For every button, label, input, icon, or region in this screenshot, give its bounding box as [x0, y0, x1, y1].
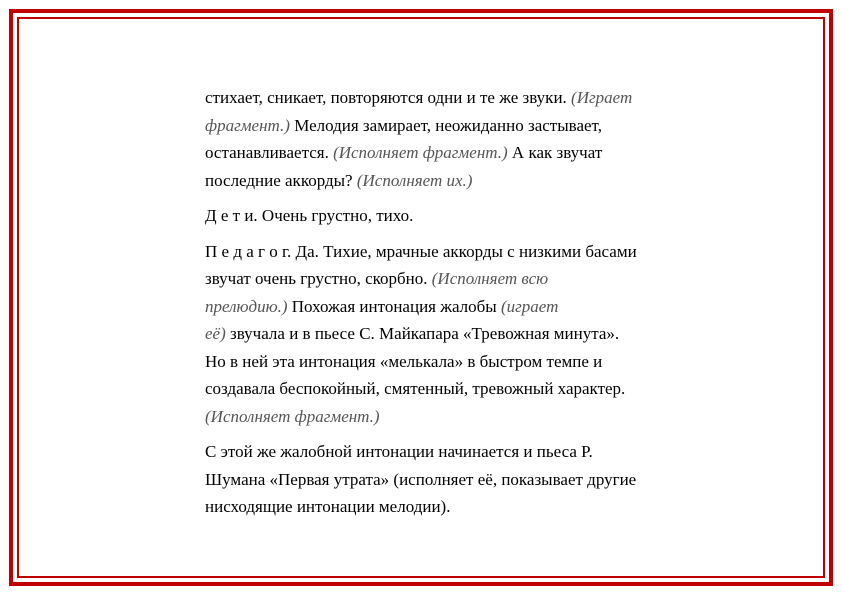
text-run: последние аккорды? [205, 170, 357, 190]
text-line [205, 403, 725, 431]
text-run: Но в ней эта интонация «мелькала» в быстром темпе и [205, 351, 603, 371]
text-run: создавала беспокойный, смятенный, тревожный характер. [205, 379, 626, 398]
stage-direction: (Играет [571, 88, 633, 107]
text-line [205, 466, 725, 494]
text-line [205, 139, 725, 167]
paragraph [205, 238, 725, 431]
stage-direction: (Исполняет их.) [356, 170, 473, 190]
paragraph [205, 84, 725, 194]
text-line [205, 348, 725, 376]
text-line [205, 84, 725, 112]
text-run: звучала и в пьесе С. Майкапара «Тревожная минута». [225, 324, 620, 343]
stage-direction: её) [205, 324, 226, 343]
text-line [205, 320, 725, 348]
stage-direction: прелюдию.) [205, 296, 288, 316]
text-run: нисходящие интонации мелодии). [205, 497, 451, 516]
stage-direction: (Исполняет фрагмент.) [205, 406, 380, 426]
text-line [205, 293, 725, 321]
body-text [205, 84, 725, 529]
text-line [205, 202, 725, 230]
text-line [205, 167, 725, 195]
text-run: С этой же жалобной интонации начинается и пьеса Р. [205, 442, 593, 461]
text-run: П е д а г о г. Да. Тихие, мрачные аккорды с низкими басами [205, 241, 637, 261]
stage-direction: (играет [500, 296, 559, 316]
text-run: стихает, сникает, повторяются одни и те же звуки. [205, 88, 572, 107]
stage-direction: (Исполняет всю [431, 269, 549, 288]
text-run: Мелодия замирает, неожиданно застывает, [289, 115, 602, 135]
paragraph [205, 202, 725, 230]
text-line [205, 493, 725, 521]
stage-direction: (Исполняет фрагмент.) [333, 143, 508, 162]
text-line [205, 238, 725, 266]
text-run: Похожая интонация жалобы [287, 296, 501, 316]
stage-direction: фрагмент.) [205, 115, 290, 135]
text-line [205, 112, 725, 140]
paragraph [205, 438, 725, 521]
text-line [205, 438, 725, 466]
text-run: останавливается. [205, 143, 334, 162]
text-run: звучат очень грустно, скорбно. [205, 269, 432, 288]
text-run: Д е т и. Очень грустно, тихо. [205, 206, 414, 225]
text-line [205, 265, 725, 293]
text-line [205, 375, 725, 403]
text-run: Шумана «Первая утрата» (исполняет её, показывает другие [205, 469, 637, 489]
text-run: А как звучат [507, 143, 603, 162]
